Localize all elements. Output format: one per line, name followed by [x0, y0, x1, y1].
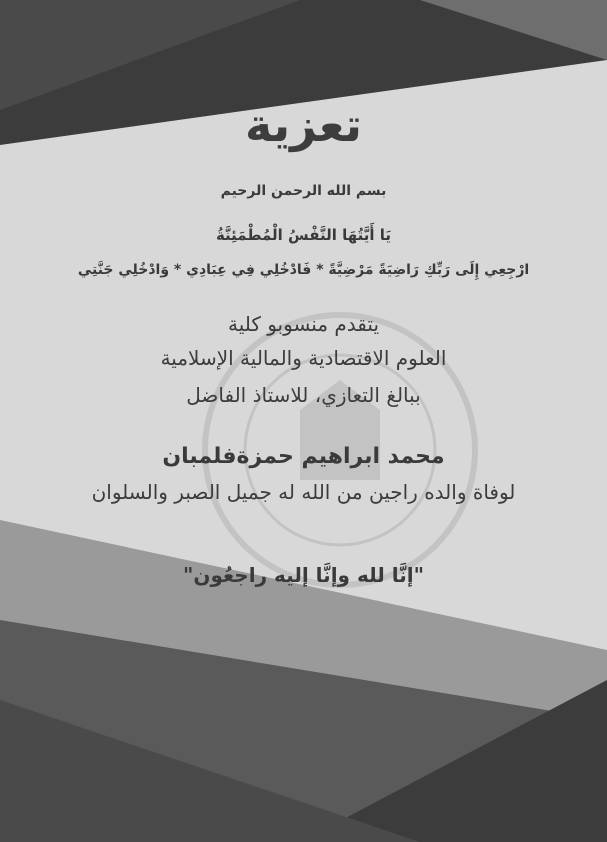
- basmala: بسم الله الرحمن الرحيم: [220, 183, 387, 199]
- quran-verse-line-1: يَا أَيَّتُهَا النَّفْسُ الْمُطْمَئِنَّةُ: [215, 226, 392, 244]
- condolence-line: ببالغ التعازي، للاستاذ الفاضل: [186, 383, 421, 407]
- college-name: العلوم الاقتصادية والمالية الإسلامية: [160, 346, 447, 370]
- bereavement-line: لوفاة والده راجين من الله له جميل الصبر والسلوان: [91, 480, 516, 504]
- recipient-name: محمد ابراهيم حمزةفلمبان: [162, 444, 445, 469]
- sender-line: يتقدم منسوبو كلية: [227, 312, 380, 336]
- card-title: تعزية: [244, 98, 363, 152]
- quran-verse-line-2: ارْجِعِي إِلَى رَبِّكِ رَاضِيَةً مَرْضِيَّةً * فَادْخُلِي فِي عِبَادِي * وَادْخُلِي جَنَّتِي: [77, 262, 530, 278]
- closing-phrase: "إنَّا لله وإنَّا إليه راجعُون": [182, 563, 424, 587]
